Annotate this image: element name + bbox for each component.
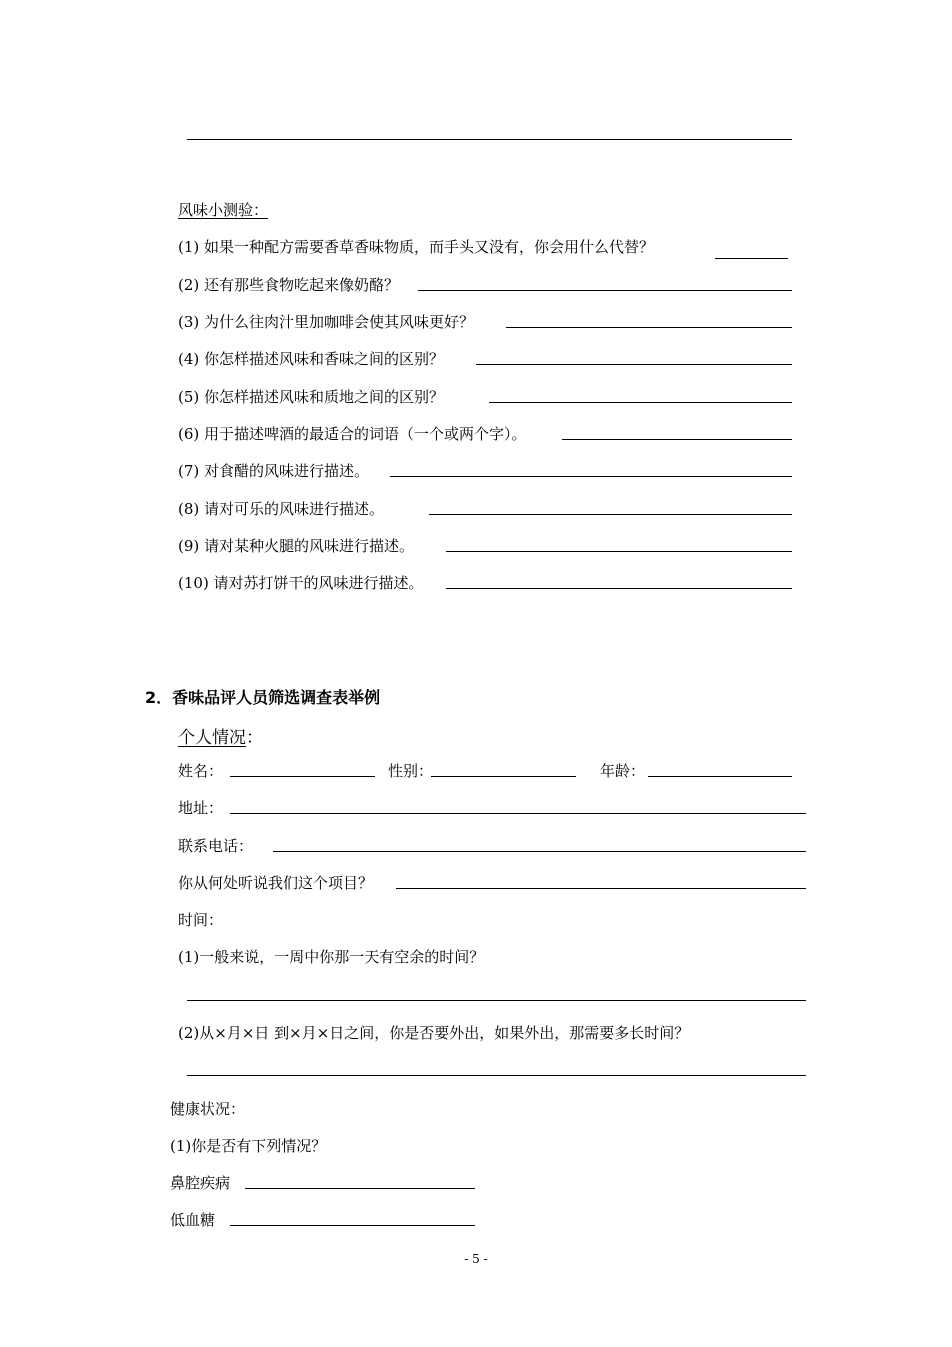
quiz-item-3: (3) 为什么往肉汁里加咖啡会使其风味更好？ (178, 313, 475, 331)
quiz-item-2: (2) 还有那些食物吃起来像奶酪？ (178, 276, 400, 294)
quiz-item-4: (4) 你怎样描述风味和香味之间的区别？ (178, 350, 445, 368)
health-label: 健康状况： (170, 1100, 246, 1118)
time-label: 时间： (178, 911, 224, 929)
personal-info-title (178, 723, 263, 748)
quiz-item-7: (7) 对食醋的风味进行描述。 (178, 462, 370, 480)
nasal-disease-field[interactable] (245, 1188, 475, 1189)
answer-line-6[interactable] (562, 439, 792, 440)
name-label: 姓名： (178, 762, 224, 780)
time-question-2: (2)从×月×日 到×月×日之间，你是否要外出，如果外出，那需要多长时间？ (178, 1024, 690, 1042)
hypoglycemia-label: 低血糖 (170, 1211, 216, 1229)
page-number: - 5 - (464, 1252, 488, 1266)
answer-line-3[interactable] (506, 327, 792, 328)
answer-line-5[interactable] (489, 402, 792, 403)
quiz-item-1: (1) 如果一种配方需要香草香味物质，而手头又没有，你会用什么代替？ (178, 238, 655, 256)
personal-info-label: 个人情况 (178, 728, 246, 748)
age-field[interactable] (648, 776, 792, 777)
answer-line-7[interactable] (390, 476, 792, 477)
time-answer-line-2[interactable] (187, 1075, 806, 1076)
section-heading: 2．香味品评人员筛选调查表举例 (145, 688, 381, 707)
quiz-title: 风味小测验： (178, 201, 269, 219)
nasal-disease-label: 鼻腔疾病 (170, 1174, 231, 1192)
source-label: 你从何处听说我们这个项目？ (178, 874, 374, 892)
personal-info-colon: ： (246, 728, 263, 748)
gender-field[interactable] (431, 776, 576, 777)
name-field[interactable] (230, 776, 375, 777)
phone-field[interactable] (273, 851, 806, 852)
address-label: 地址： (178, 799, 224, 817)
answer-line-4[interactable] (476, 364, 792, 365)
source-field[interactable] (396, 888, 806, 889)
hypoglycemia-field[interactable] (230, 1225, 475, 1226)
age-label: 年龄： (600, 762, 646, 780)
time-question-1: (1)一般来说，一周中你那一天有空余的时间？ (178, 948, 485, 966)
quiz-item-9: (9) 请对某种火腿的风味进行描述。 (178, 537, 415, 555)
quiz-item-6: (6) 用于描述啤酒的最适合的词语（一个或两个字）。 (178, 425, 527, 443)
quiz-item-10: (10) 请对苏打饼干的风味进行描述。 (178, 574, 424, 592)
answer-line-1[interactable] (715, 258, 788, 259)
answer-line-2[interactable] (418, 290, 792, 291)
phone-label: 联系电话： (178, 837, 254, 855)
health-question-1: (1)你是否有下列情况？ (170, 1137, 327, 1155)
answer-line-10[interactable] (446, 588, 792, 589)
time-answer-line-1[interactable] (187, 1000, 806, 1001)
quiz-item-5: (5) 你怎样描述风味和质地之间的区别？ (178, 388, 445, 406)
quiz-item-8: (8) 请对可乐的风味进行描述。 (178, 500, 385, 518)
answer-line-top (187, 139, 792, 140)
address-field[interactable] (230, 813, 806, 814)
answer-line-9[interactable] (446, 551, 792, 552)
answer-line-8[interactable] (429, 514, 792, 515)
gender-label: 性别： (388, 762, 434, 780)
